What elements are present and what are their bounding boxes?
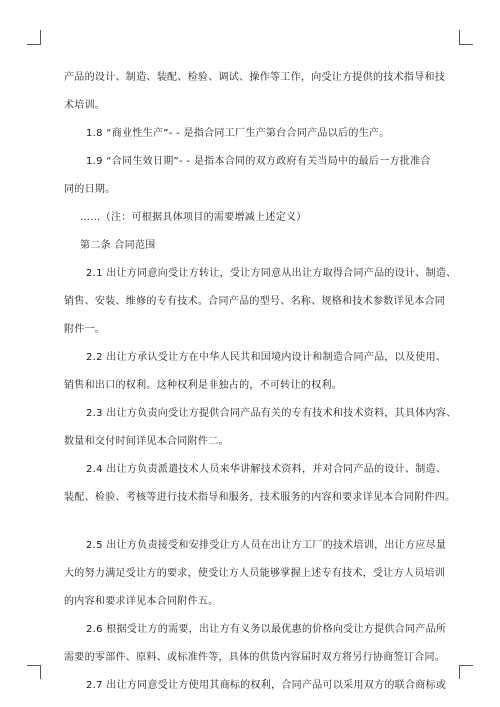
crop-mark-bottom-right-vertical <box>459 665 460 679</box>
crop-mark-top-left-vertical <box>40 30 41 44</box>
text-line: 1.9 “合同生效日期”- - 是指本合同的双方政府有关当局中的最后一方批准合 <box>86 156 431 167</box>
text-line: 销售、安装、维修的专有技术。合同产品的型号、名称、规格和技术参数详见本合同 <box>64 296 446 307</box>
text-line: 销售和出口的权利。这种权利是非独占的，不可转让的权利。 <box>64 380 343 391</box>
text-line: 2.4 出让方负责派遣技术人员来华讲解技术资料，并对合同产品的设计、制造、 <box>86 464 447 475</box>
text-line: 2.3 出让方负责向受让方提供合同产品有关的专有技术和技术资料，其具体内容、 <box>86 408 457 419</box>
crop-mark-top-right-vertical <box>459 30 460 44</box>
document-body <box>64 64 457 700</box>
crop-mark-top-left-horizontal <box>27 44 41 45</box>
text-line: 需要的零部件、原料、或标准件等，具体的供货内容届时双方将另行协商签订合同。 <box>64 652 446 663</box>
text-line: 1.8 “商业性生产”- - 是指合同工厂生产第台合同产品以后的生产。 <box>86 128 390 139</box>
paragraph-gap <box>64 512 440 532</box>
text-line: 同的日期。 <box>64 184 116 195</box>
text-line: 产品的设计、制造、装配、检验、调试、操作等工作，向受让方提供的技术指导和技 <box>64 72 446 83</box>
text-line: 大的努力满足受让方的要求，使受让方人员能够掌握上述专有技术，受让方人员培训 <box>64 568 446 579</box>
text-line: 装配、检验、考核等进行技术指导和服务，技术服务的内容和要求详见本合同附件四。 <box>64 492 456 503</box>
text-line: 术培训。 <box>64 100 106 111</box>
text-line: ……（注：可根据具体项目的需要增减上述定义） <box>80 212 307 223</box>
text-line: 的内容和要求详见本合同附件五。 <box>64 596 219 607</box>
text-line: 数量和交付时间详见本合同附件二。 <box>64 436 229 447</box>
text-line: 2.2 出让方承认受让方在中华人民共和国境内设计和制造合同产品，以及使用、 <box>86 352 447 363</box>
text-line: 2.6 根据受让方的需要，出让方有义务以最优惠的价格向受让方提供合同产品所 <box>86 624 447 635</box>
text-line: 第二条 合同范围 <box>80 240 156 251</box>
text-line: 2.1 出让方同意向受让方转让，受让方同意从出让方取得合同产品的设计、制造、 <box>86 268 457 279</box>
text-line: 附件一。 <box>64 324 106 335</box>
crop-mark-bottom-left-horizontal <box>27 665 41 666</box>
crop-mark-bottom-left-vertical <box>40 665 41 679</box>
crop-mark-bottom-right-horizontal <box>459 665 473 666</box>
text-line: 2.5 出让方负责接受和安排受让方人员在出让方工厂的技术培训，出让方应尽量 <box>86 540 447 551</box>
text-line: 2.7 出让方同意受让方使用其商标的权利，合同产品可以采用双方的联合商标或 <box>86 680 447 691</box>
crop-mark-top-right-horizontal <box>459 44 473 45</box>
